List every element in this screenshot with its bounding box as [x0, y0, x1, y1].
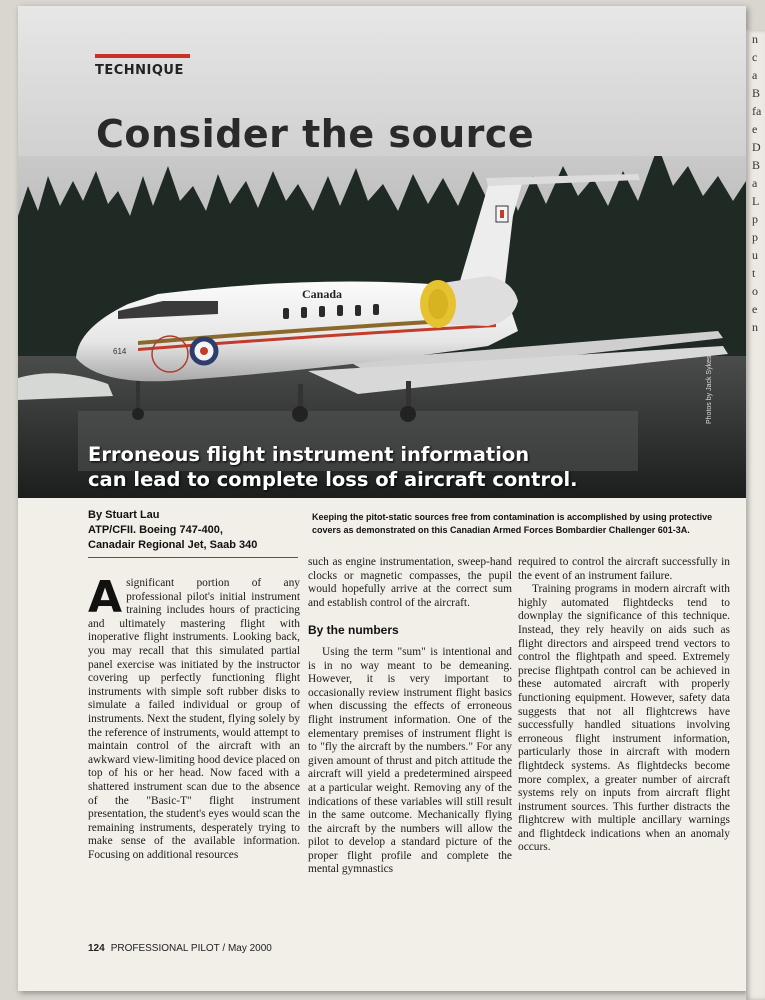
- next-page-fragment: fa: [752, 104, 762, 118]
- byline-credentials-2: Canadair Regional Jet, Saab 340: [88, 539, 258, 551]
- next-page-fragment: p: [752, 212, 758, 226]
- photo-caption: Keeping the pitot-static sources free from contamination is accomplished by using protective covers as demonstrated on this Canadian Armed Forces Bombardier Challenger 601-3A.: [312, 512, 713, 535]
- next-page-fragment: e: [752, 302, 758, 316]
- tail-number-text: 614: [113, 347, 127, 356]
- next-page-fragment: e: [752, 122, 758, 136]
- page-footer: [88, 943, 272, 954]
- body-paragraph: significant portion of any professional pilot's initial instrument training includes hours of practicing and ultimately mastering flight with inoperative flight instruments. Looking back, you may recall that this simulated partial panel exercise was initiated by the instructor covering up perfectly functioning flight instruments with simple soft rubber disks to simulate a failed individual or group of instruments. Next the student, flying solely by the reference of instruments, would attempt to maintain control of the aircraft with an awkward view-limiting hood device placed on top of his or her head. Now faced with a shattered instrument scan due to the absence of the "Basic-T" flight instrument presentation, the student's eyes would scan the remaining instruments, desperately trying to make sense of the available information. Focusing on additional resources: [88, 577, 300, 861]
- next-page-fragment: c: [752, 50, 758, 64]
- publication-line: PROFESSIONAL PILOT / May 2000: [110, 943, 272, 954]
- next-page-fragment: L: [752, 194, 760, 208]
- body-paragraph: required to control the aircraft successfully in the event of an instrument failure.: [518, 556, 730, 582]
- section-accent-bar: [95, 54, 190, 58]
- section-label: TECHNIQUE: [95, 63, 184, 78]
- body-column-1: [88, 572, 300, 862]
- aircraft-marking-text: Canada: [302, 287, 343, 301]
- body-column-3: [518, 556, 730, 855]
- next-page-fragment: n: [752, 320, 758, 334]
- next-page-fragment: D: [752, 140, 761, 154]
- next-page-fragment: o: [752, 284, 758, 298]
- body-paragraph: Using the term "sum" is intentional and is in no way meant to be demeaning. However, it is very important to occasionally review instrument flight basics when discussing the effects of erroneous flight instrument information. One of the elementary premises of instrument flight is to "fly the aircraft by the numbers." For any given amount of thrust and pitch attitude the aircraft will yield a predetermined airspeed at a particular weight. Removing any of the indications of these variables will still result in the same outcome. Mechanically flying the aircraft by the numbers will allow the pilot to develop a standard picture of the proper flight profile and complete the mental gymnastics: [308, 645, 512, 876]
- photo-credit: Photos by Jack Sykes: [706, 355, 713, 424]
- body-column-2: [308, 556, 512, 877]
- next-page-fragment: a: [752, 68, 758, 82]
- next-page-fragment: u: [752, 248, 758, 262]
- article-deck: [88, 442, 578, 492]
- next-page-fragment: B: [752, 86, 761, 100]
- deck-line-2: can lead to complete loss of aircraft control.: [88, 468, 578, 491]
- byline-credentials-1: ATP/CFII. Boeing 747-400,: [88, 524, 223, 536]
- byline-divider: [88, 557, 298, 558]
- next-page-fragment: B: [752, 158, 761, 172]
- body-paragraph: such as engine instrumentation, sweep-hand clocks or magnetic compasses, the pupil would hopefully arrive at the correct sum and establish control of the aircraft.: [308, 556, 512, 609]
- page-number: 124: [88, 943, 105, 954]
- deck-line-1: Erroneous flight instrument information: [88, 443, 530, 466]
- next-page-fragment: t: [752, 266, 756, 280]
- byline: [88, 508, 298, 553]
- drop-cap: A: [88, 572, 123, 623]
- body-paragraph: Training programs in modern aircraft with highly automated flightdecks tend to downplay the significance of this technique. Instead, they rely heavily on aids such as flight directors and airspeed trend vectors to control the flightpath and speed. Extremely precise flightpath control can be achieved in these automated aircraft with properly functioning equipment. However, safety data suggests that not all flightcrews have successfully handled situations involving erroneous flight instrument information, particularly those in aircraft with modern flightdeck systems. As flightdecks become more complex, a greater number of aircraft systems rely on inputs from aircraft flight instrument sources. This further distracts the flightcrew with multiple ancillary warnings and flightdeck indications when an anomaly occurs.: [518, 583, 730, 854]
- next-page-fragment: a: [752, 176, 758, 190]
- subhead: By the numbers: [308, 623, 399, 638]
- article-title: Consider the source: [96, 112, 535, 156]
- next-page-fragment: n: [752, 32, 758, 46]
- next-page-fragment: p: [752, 230, 758, 244]
- adjacent-page-edge: [746, 30, 765, 1000]
- magazine-page: [18, 6, 746, 991]
- byline-name: By Stuart Lau: [88, 509, 160, 521]
